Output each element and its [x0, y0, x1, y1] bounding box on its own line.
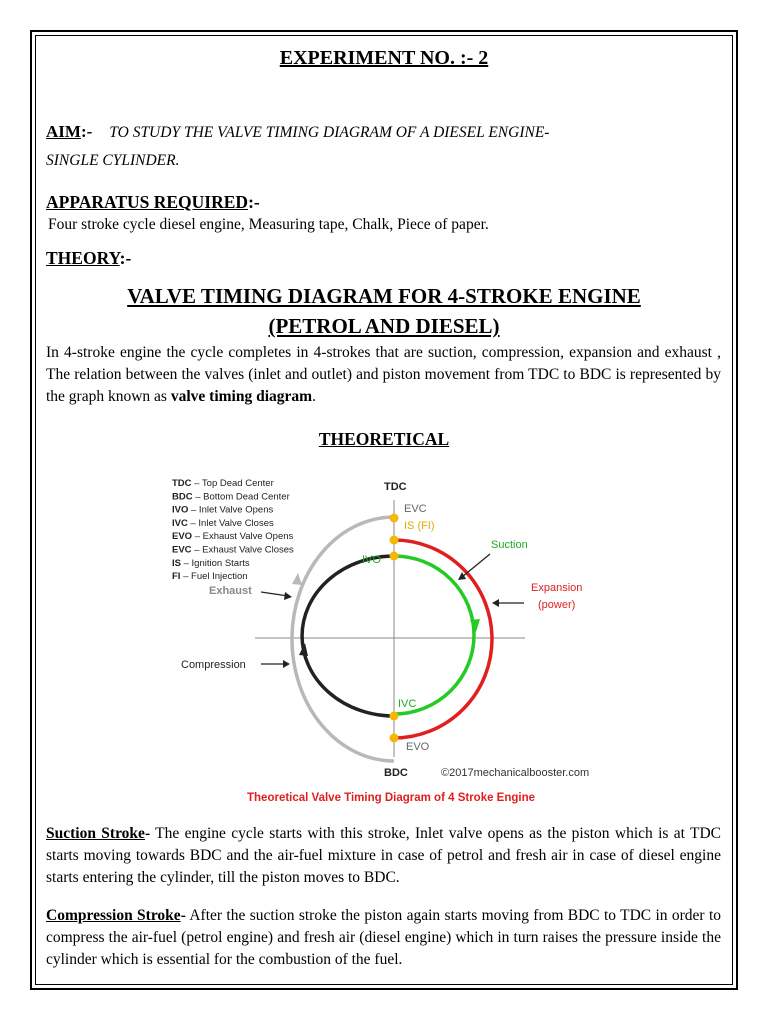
legend-desc: – Exhaust Valve Opens [192, 531, 294, 543]
apparatus-text: Four stroke cycle diesel engine, Measuring tape, Chalk, Piece of paper. [48, 216, 489, 233]
evc-marker [390, 514, 399, 523]
aim-text-line1: TO STUDY THE VALVE TIMING DIAGRAM OF A DIESEL ENGINE- [109, 124, 550, 141]
legend-abbr: TDC [172, 478, 192, 489]
expansion-label: Expansion [531, 582, 583, 594]
ivc-label: IVC [398, 698, 417, 710]
compression-stroke-text: After the suction stroke the piston again starts moving from BDC to TDC in order to compress the air-fuel (petrol engine) and fresh air (diesel engine) which in turn raises the pressure inside the cylinder which is essential for the combustion of the fuel. [46, 907, 721, 968]
legend-abbr: IVO [172, 504, 189, 516]
legend-desc: – Bottom Dead Center [192, 491, 290, 503]
aim-text-line2: SINGLE CYLINDER. [46, 152, 180, 169]
legend-desc: – Inlet Valve Opens [188, 504, 274, 516]
evc-label: EVC [404, 503, 427, 515]
exhaust-direction-arrow [292, 573, 302, 585]
legend-abbr: EVO [172, 531, 193, 543]
legend-abbr: IS [172, 557, 181, 569]
evo-marker [390, 734, 399, 743]
theory-intro-bold: valve timing diagram [170, 388, 313, 405]
suction-pointer [462, 554, 490, 577]
suction-label: Suction [491, 539, 528, 551]
compression-stroke-label: Compression Stroke [46, 907, 181, 924]
theory-main-heading-line2: (PETROL AND DIESEL) [268, 314, 500, 338]
experiment-title: EXPERIMENT NO. :- 2 [279, 47, 489, 69]
exhaust-label: Exhaust [209, 585, 252, 597]
evo-label: EVO [406, 741, 430, 753]
legend-item-evo [172, 531, 294, 542]
legend-desc: – Inlet Valve Closes [187, 517, 274, 529]
ivo-marker [390, 552, 399, 561]
theory-main-heading-line1: VALVE TIMING DIAGRAM FOR 4-STROKE ENGINE [127, 284, 641, 308]
is-fi-marker [390, 536, 399, 545]
suction-stroke-paragraph [46, 823, 721, 889]
legend-abbr: FI [172, 571, 181, 583]
legend-desc: – Top Dead Center [191, 478, 274, 489]
legend-abbr: EVC [172, 544, 192, 556]
exhaust-pointer [261, 592, 288, 596]
legend-abbr: BDC [172, 491, 193, 503]
compression-label: Compression [181, 659, 246, 671]
theory-label: THEORY [46, 248, 120, 268]
theoretical-heading: THEORETICAL [318, 429, 450, 449]
suction-stroke-text: The engine cycle starts with this stroke, Inlet valve opens as the piston which is at TDC starts moving towards BDC and the air-fuel mixture in case of petrol and fresh air in case of diesel engine starts entering the cylinder, till the piston moves to BDC. [46, 825, 721, 886]
credit-text: ©2017mechanicalbooster.com [441, 767, 590, 779]
compression-stroke-paragraph [46, 905, 721, 971]
apparatus-separator: :- [248, 192, 260, 212]
diagram-legend [172, 478, 294, 582]
legend-item-ivc [172, 518, 274, 529]
ivc-marker [390, 712, 399, 721]
bdc-label: BDC [384, 767, 408, 779]
suction-arc [394, 556, 474, 714]
legend-item-tdc [172, 478, 274, 489]
tdc-label: TDC [384, 481, 407, 493]
ivo-label: IVO [362, 554, 381, 566]
compression-arc [302, 556, 394, 716]
theory-separator: :- [119, 248, 132, 268]
suction-stroke-dash: - [144, 825, 151, 842]
exhaust-pointer-head [284, 592, 292, 600]
legend-item-is [172, 558, 250, 569]
power-label: (power) [538, 599, 576, 611]
legend-item-fi [172, 571, 248, 582]
legend-item-ivo [172, 505, 273, 516]
expansion-pointer-head [492, 599, 499, 607]
legend-item-evc [172, 545, 294, 556]
apparatus-label: APPARATUS REQUIRED [46, 192, 249, 212]
legend-desc: – Exhaust Valve Closes [191, 544, 294, 556]
suction-pointer-head [458, 572, 466, 580]
theory-intro-end: . [312, 388, 316, 405]
compression-pointer-head [283, 660, 290, 668]
theory-intro-text: In 4-stroke engine the cycle completes in 4-strokes that are suction, compression, expansion and exhaust , The relation between the valves (inlet and outlet) and piston movement from TDC to BDC is represented by the graph known as [46, 344, 721, 405]
legend-abbr: IVC [172, 517, 188, 529]
legend-item-bdc [172, 491, 290, 502]
compression-stroke-dash: - [180, 907, 186, 924]
aim-label: AIM [46, 122, 81, 141]
is-fi-label: IS (FI) [404, 520, 435, 532]
legend-desc: – Ignition Starts [180, 557, 250, 569]
suction-stroke-label: Suction Stroke [46, 825, 145, 842]
aim-separator: :- [80, 122, 93, 141]
legend-desc: – Fuel Injection [180, 571, 248, 583]
diagram-caption: Theoretical Valve Timing Diagram of 4 Stroke Engine [247, 792, 536, 804]
